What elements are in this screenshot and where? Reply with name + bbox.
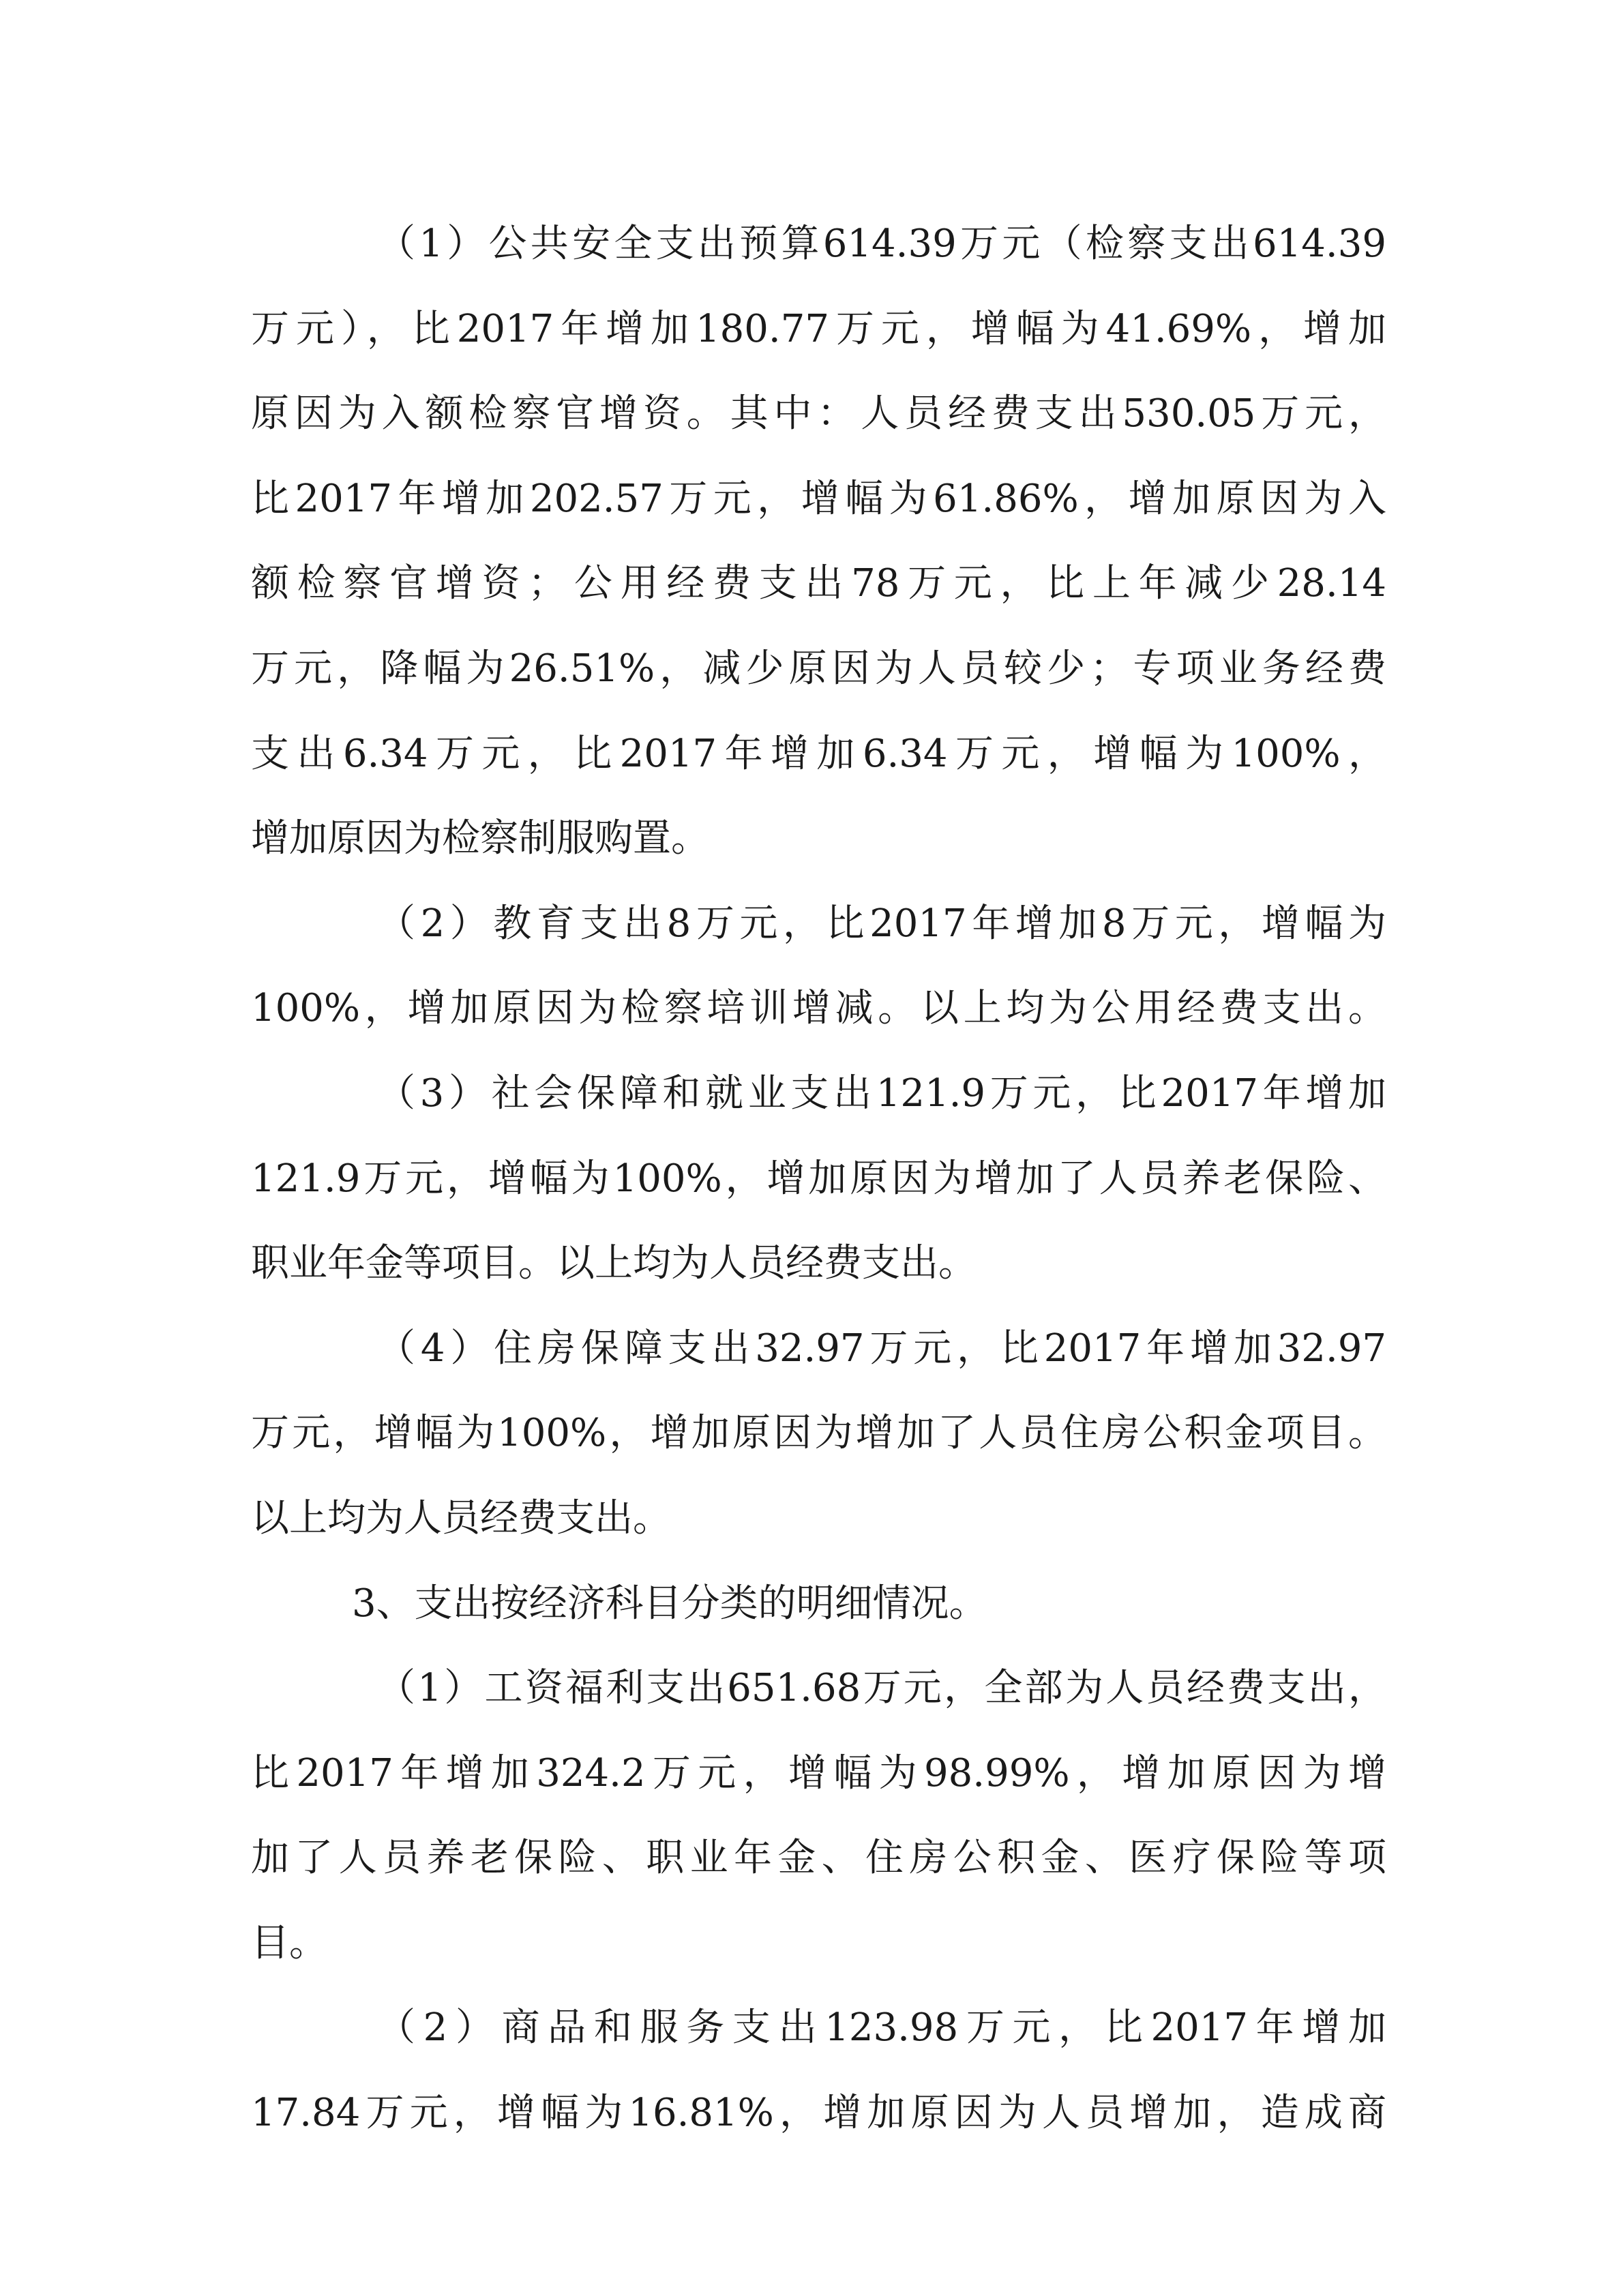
paragraph-line: 比2017年增加324.2万元，增幅为98.99%，增加原因为增	[251, 1750, 1386, 1795]
paragraph-line: 17.84万元，增幅为16.81%，增加原因为人员增加，造成商	[251, 2091, 1386, 2136]
section-heading: 3、支出按经济科目分类的明细情况。	[352, 1581, 987, 1626]
paragraph-line: （2）商品和服务支出123.98万元，比2017年增加	[377, 2006, 1386, 2051]
paragraph-line: 以上均为人员经费支出。	[251, 1495, 671, 1540]
paragraph-line: 万元），比2017年增加180.77万元，增幅为41.69%，增加	[251, 306, 1386, 351]
paragraph-line: （1）工资福利支出651.68万元，全部为人员经费支出，	[377, 1666, 1386, 1711]
paragraph-line: 万元，增幅为100%，增加原因为增加了人员住房公积金项目。	[251, 1411, 1386, 1456]
paragraph-line: （4）住房保障支出32.97万元，比2017年增加32.97	[377, 1326, 1386, 1371]
paragraph-line: 加了人员养老保险、职业年金、住房公积金、医疗保险等项	[251, 1836, 1386, 1881]
paragraph-line: （1）公共安全支出预算614.39万元（检察支出614.39	[377, 222, 1386, 266]
paragraph-line: （2）教育支出8万元，比2017年增加8万元，增幅为	[377, 901, 1386, 946]
paragraph-line: 原因为入额检察官增资。其中：人员经费支出530.05万元，	[251, 391, 1386, 436]
paragraph-line: 职业年金等项目。以上均为人员经费支出。	[251, 1241, 977, 1286]
paragraph-line: 万元，降幅为26.51%，减少原因为人员较少；专项业务经费	[251, 646, 1386, 691]
paragraph-line: 增加原因为检察制服购置。	[251, 816, 709, 861]
paragraph-line: 目。	[251, 1920, 327, 1965]
paragraph-line: 比2017年增加202.57万元，增幅为61.86%，增加原因为入	[251, 476, 1386, 521]
paragraph-line: 100%，增加原因为检察培训增减。以上均为公用经费支出。	[251, 986, 1386, 1031]
paragraph-line: 额检察官增资；公用经费支出78万元，比上年减少28.14	[251, 561, 1386, 606]
paragraph-line: 121.9万元，增幅为100%，增加原因为增加了人员养老保险、	[251, 1156, 1386, 1201]
document-page	[251, 202, 1386, 2156]
paragraph-line: （3）社会保障和就业支出121.9万元，比2017年增加	[377, 1071, 1386, 1116]
paragraph-line: 支出6.34万元，比2017年增加6.34万元，增幅为100%，	[251, 731, 1386, 776]
